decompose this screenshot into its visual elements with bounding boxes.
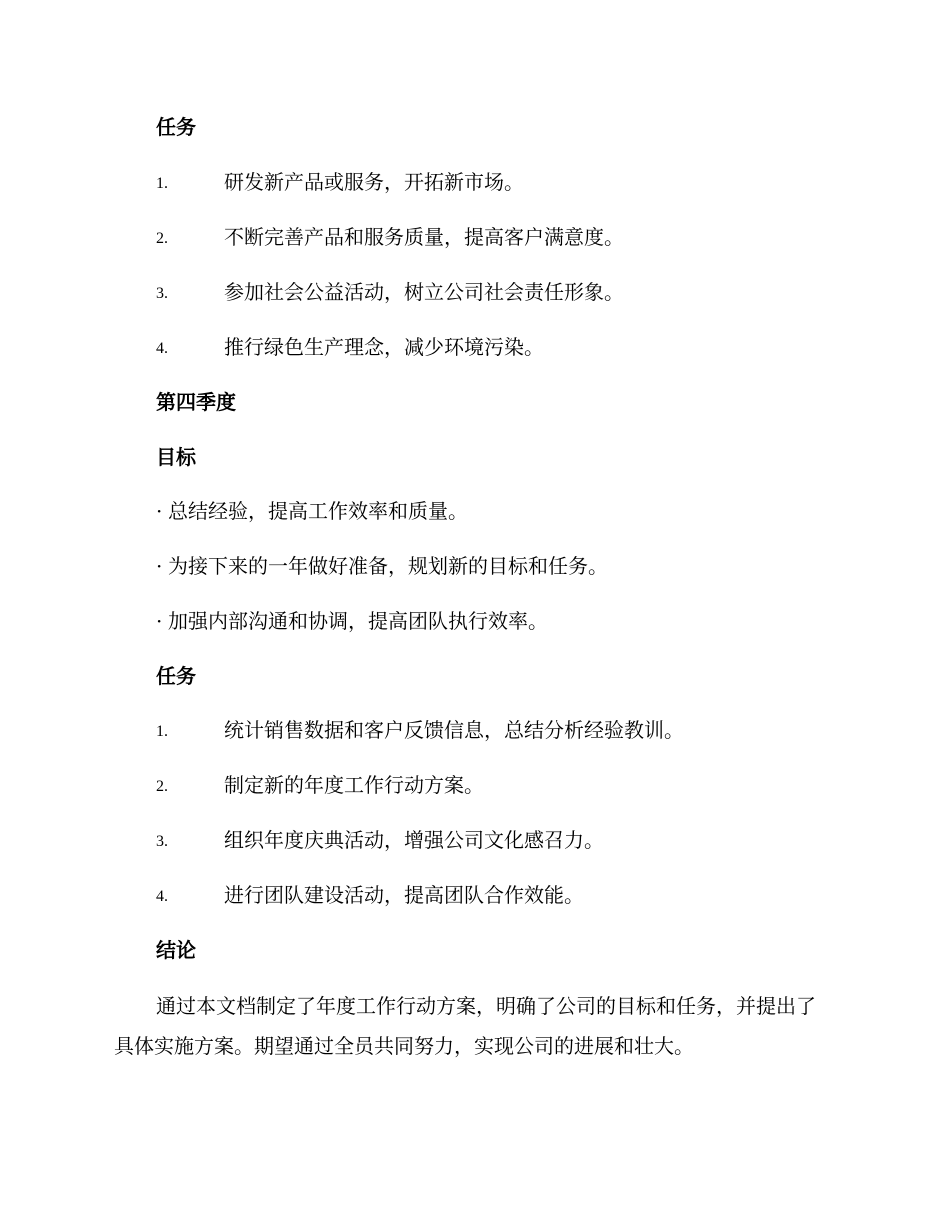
list-item-number: 3. [156,285,168,302]
conclusion-paragraph: 通过本文档制定了年度工作行动方案，明确了公司的目标和任务，并提出了具体实施方案。期望通过全员共同努力，实现公司的进展和壮大。 [114,994,816,1058]
list-item-text: 研发新产品或服务，开拓新市场。 [224,170,524,194]
section-heading-goals: 目标 [156,445,196,469]
list-item-text: 统计销售数据和客户反馈信息，总结分析经验教训。 [224,718,684,742]
bullet-marker: · [156,499,163,523]
bullet-item-text: 总结经验，提高工作效率和质量。 [168,499,468,523]
list-item-number: 2. [156,230,168,247]
list-item-number: 4. [156,888,168,905]
list-item-text: 不断完善产品和服务质量，提高客户满意度。 [224,225,624,249]
section-heading-tasks: 任务 [156,664,196,688]
list-item-number: 3. [156,833,168,850]
list-item-number: 1. [156,175,168,192]
list-item-text: 制定新的年度工作行动方案。 [224,773,484,797]
list-item-text: 参加社会公益活动，树立公司社会责任形象。 [224,280,624,304]
list-item-number: 4. [156,340,168,357]
list-item-text: 进行团队建设活动，提高团队合作效能。 [224,883,584,907]
section-heading-conclusion: 结论 [156,938,196,962]
bullet-item-text: 为接下来的一年做好准备，规划新的目标和任务。 [168,554,608,578]
list-item-number: 2. [156,778,168,795]
list-item-number: 1. [156,723,168,740]
list-item-text: 组织年度庆典活动，增强公司文化感召力。 [224,828,604,852]
section-heading-q4: 第四季度 [156,390,236,414]
section-heading-tasks: 任务 [156,115,196,139]
bullet-marker: · [156,554,163,578]
bullet-item-text: 加强内部沟通和协调，提高团队执行效率。 [168,609,548,633]
list-item-text: 推行绿色生产理念，减少环境污染。 [224,335,544,359]
bullet-marker: · [156,609,163,633]
